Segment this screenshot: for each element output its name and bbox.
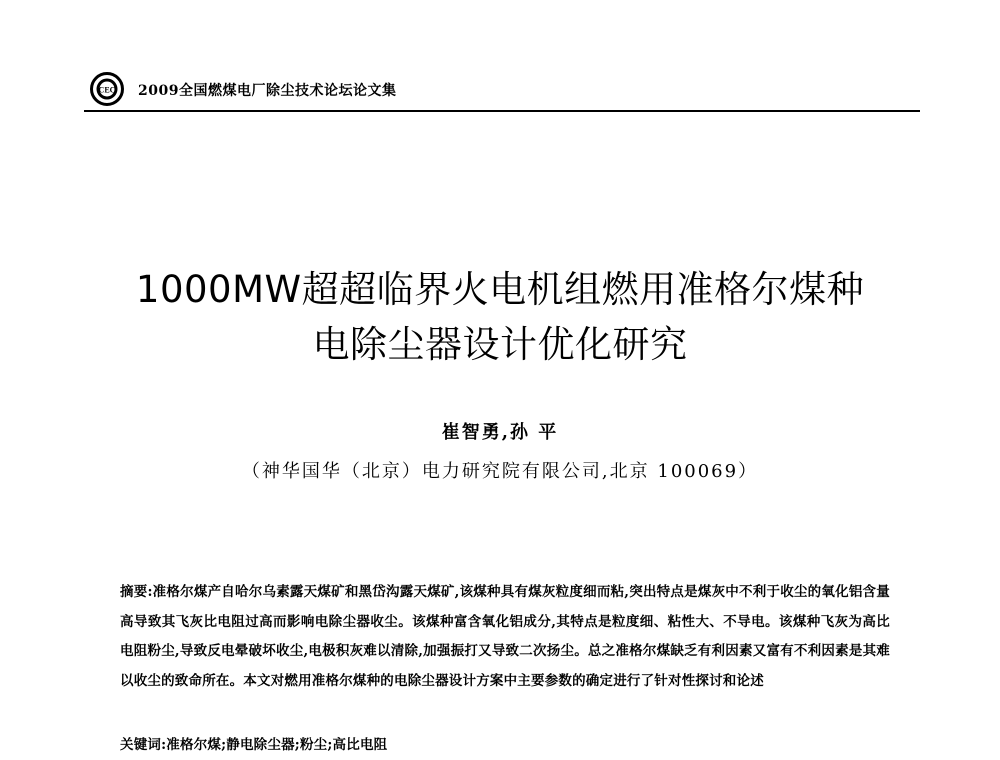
header-rule xyxy=(84,110,920,112)
paper-affiliation: （神华国华（北京）电力研究院有限公司,北京 100069） xyxy=(241,461,759,482)
abstract xyxy=(120,578,890,696)
title-line-2: 电除尘器设计优化研究 xyxy=(312,323,688,366)
paper-title xyxy=(0,262,1000,372)
keywords-label: 关键词: xyxy=(120,737,167,753)
abstract-label: 摘要: xyxy=(120,584,153,600)
series-title: 2009全国燃煤电厂除尘技术论坛论文集 xyxy=(138,83,397,99)
paper-authors: 崔智勇,孙 平 xyxy=(441,422,559,443)
title-line-1: 1000MW超超临界火电机组燃用准格尔煤种 xyxy=(135,268,865,311)
keywords xyxy=(120,733,890,757)
page-header xyxy=(84,68,920,112)
cec-logo-icon xyxy=(90,72,124,106)
keywords-text: 准格尔煤;静电除尘器;粉尘;高比电阻 xyxy=(166,737,388,753)
abstract-text: 准格尔煤产自哈尔乌素露天煤矿和黑岱沟露天煤矿,该煤种具有煤灰粒度细而粘,突出特点是煤灰中不利于收尘的氧化铝含量高导致其飞灰比电阻过高而影响电除尘器收尘。该煤种富含氧化铝成分,其特点是粒度细、粘性大、不导电。该煤种飞灰为高比电阻粉尘,导致反电晕破坏收尘,电极积灰难以清除,加强振打又导致二次扬尘。总之准格尔煤缺乏有利因素又富有不利因素是其难以收尘的致命所在。本文对燃用准格尔煤种的电除尘器设计方案中主要参数的确定进行了针对性探讨和论述 xyxy=(120,584,890,689)
logo-text: CEC xyxy=(98,85,116,95)
